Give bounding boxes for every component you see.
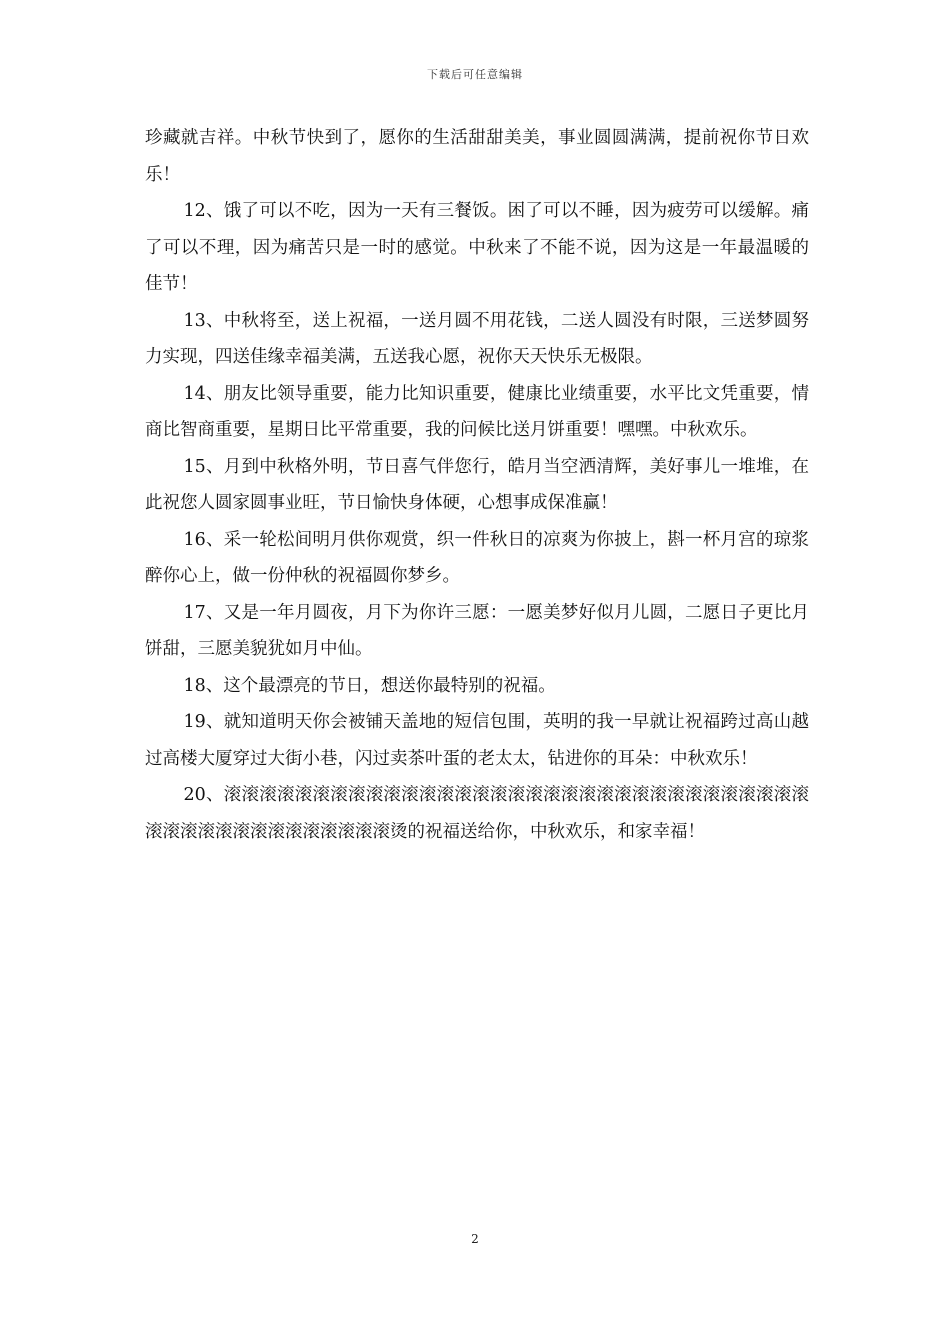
paragraph-14: 14、朋友比领导重要，能力比知识重要，健康比业绩重要，水平比文凭重要，情商比智商重要，星期日比平常重要，我的问候比送月饼重要！嘿嘿。中秋欢乐。	[145, 383, 809, 440]
page-header: 下载后可任意编辑	[427, 68, 523, 81]
paragraph-continuation: 珍藏就吉祥。中秋节快到了，愿你的生活甜甜美美，事业圆圆满满，提前祝你节日欢乐！	[145, 128, 809, 185]
paragraph-20: 20、滚滚滚滚滚滚滚滚滚滚滚滚滚滚滚滚滚滚滚滚滚滚滚滚滚滚滚滚滚滚滚滚滚滚滚滚滚滚滚滚滚滚滚滚滚滚滚烫的祝福送给你，中秋欢乐，和家幸福！	[145, 785, 809, 842]
page-number: 2	[471, 1232, 479, 1246]
paragraph-17: 17、又是一年月圆夜，月下为你许三愿：一愿美梦好似月儿圆，二愿日子更比月饼甜，三愿美貌犹如月中仙。	[145, 602, 809, 659]
paragraph-18: 18、这个最漂亮的节日，想送你最特别的祝福。	[183, 675, 556, 696]
paragraph-19: 19、就知道明天你会被铺天盖地的短信包围，英明的我一早就让祝福跨过高山越过高楼大厦穿过大街小巷，闪过卖茶叶蛋的老太太，钻进你的耳朵：中秋欢乐！	[145, 712, 809, 769]
paragraph-13: 13、中秋将至，送上祝福，一送月圆不用花钱，二送人圆没有时限，三送梦圆努力实现，四送佳缘幸福美满，五送我心愿，祝你天天快乐无极限。	[145, 310, 809, 367]
paragraph-12: 12、饿了可以不吃，因为一天有三餐饭。困了可以不睡，因为疲劳可以缓解。痛了可以不理，因为痛苦只是一时的感觉。中秋来了不能不说，因为这是一年最温暖的佳节！	[145, 201, 809, 294]
document-body	[145, 120, 809, 850]
paragraph-15: 15、月到中秋格外明，节日喜气伴您行，皓月当空洒清辉，美好事儿一堆堆，在此祝您人圆家圆事业旺，节日愉快身体硬，心想事成保准赢！	[145, 456, 809, 513]
paragraph-16: 16、采一轮松间明月供你观赏，织一件秋日的凉爽为你披上，斟一杯月宫的琼浆醉你心上，做一份仲秋的祝福圆你梦乡。	[145, 529, 809, 586]
